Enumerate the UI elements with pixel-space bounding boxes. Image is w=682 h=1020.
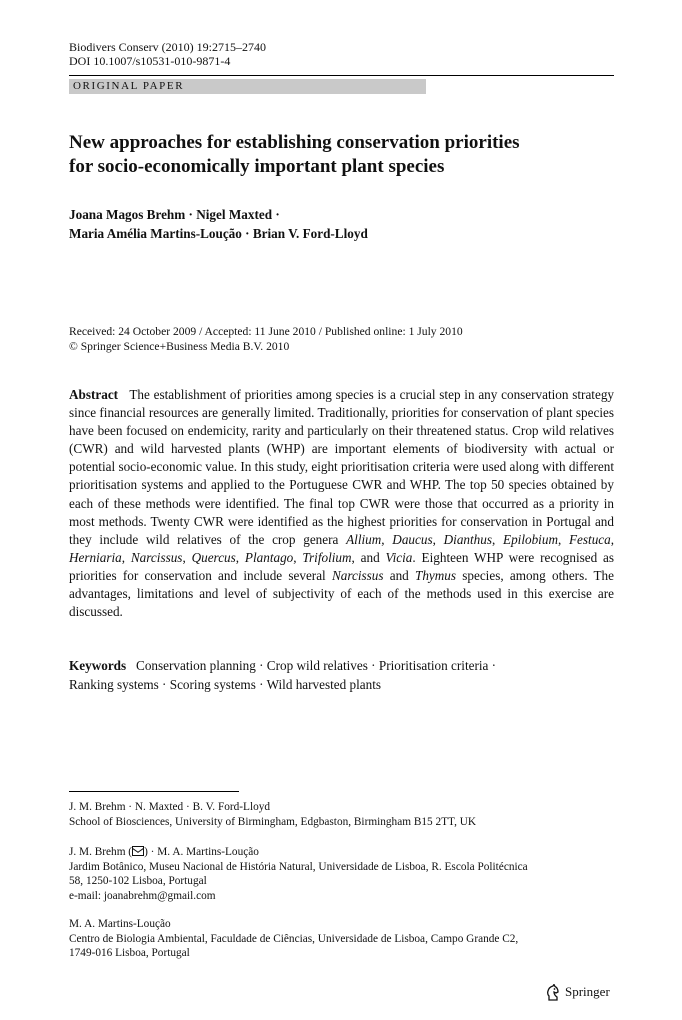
genus-allium: Allium (346, 531, 382, 547)
abstract-label: Abstract (69, 387, 119, 402)
abstract-text-a: The establishment of priorities among species is a crucial step in any conservation strategy since financial resources are generally limited. Traditionally, priorities for conservation of plant species have been focused on endemicity, rarity and particularly on their threatened status. Crop wild relatives (CWR) and wild harvested plants (WHP) are important elements of biodiversity with actual or potential socio-economic value. In this study, eight prioritisation criteria were used along with different prioritisation systems and applied to the Portuguese CWR and WHP. The top 50 species obtained by each of these methods were identified. The final top CWR were those that occurred as a priority in most methods. Twenty CWR were identified as the highest priorities for conservation in Portugal and they include wild relatives of the crop genera (69, 387, 615, 547)
affiliation-address: Jardim Botânico, Museu Nacional de História Natural, Universidade de Lisboa, R. Escola Politécnica (69, 860, 528, 873)
envelope-icon (132, 846, 144, 856)
title-line-1: New approaches for establishing conservation priorities (69, 132, 520, 153)
copyright-line: © Springer Science+Business Media B.V. 2010 (69, 340, 290, 353)
keywords-line-1: Conservation planning · Crop wild relatives · Prioritisation criteria · (136, 658, 497, 673)
title-line-2: for socio-economically important plant species (69, 156, 445, 177)
keywords-label: Keywords (69, 658, 127, 673)
genus-plantago: Plantago (244, 549, 294, 565)
genus-quercus: Quercus (191, 549, 236, 565)
publisher-name: Springer (565, 984, 610, 999)
footnote-rule (69, 791, 239, 792)
authors-line-1: Joana Magos Brehm · Nigel Maxted · (69, 207, 280, 222)
affiliation-2 (69, 845, 614, 903)
affiliation-1 (69, 800, 614, 829)
genus-festuca: Festuca (569, 531, 611, 547)
abstract: Abstract The establishment of priorities among species is a crucial step in any conservation strategy since financial resources are generally limited. Traditionally, priorities for conservation of plant species have been focused on endemicity, rarity and particularly on their threatened status. Crop wild relatives (CWR) and wild harvested plants (WHP) are important elements of biodiversity with actual or potential socio-economic value. In this study, eight prioritisation criteria were used along with different prioritisation systems and applied to the Portuguese CWR and WHP. The top 50 species obtained by each of these methods were identified. The final top CWR were those that occurred as a priority in most methods. Twenty CWR were identified as the highest priorities for conservation in Portugal and they include wild relatives of the crop genera Allium, Daucus, Dianthus, Epilobium, Festuca, Herniaria, Narcissus, Quercus, Plantago, Trifolium, and Vicia. Eighteen WHP were recognised as priorities for conservation and include several Narcissus and Thymus species, among others. The advantages, limitations and level of subjectivity of each of the methods used in this exercise are discussed. (69, 387, 615, 620)
abstract-text-c: species, among others. The advantages, limitations and level of subjectivity of each of the methods used in this exercise are discussed. (69, 567, 614, 620)
genus-herniaria: Herniaria (69, 549, 122, 565)
affiliation-email: e-mail: joanabrehm@gmail.com (69, 889, 216, 902)
genus-trifolium: Trifolium (302, 549, 352, 565)
species-narcissus: Narcissus (331, 567, 384, 583)
abstract-text-b: . Eighteen WHP were recognised as priorities for conservation and include several (69, 549, 615, 583)
authors-line-2: Maria Amélia Martins-Loução · Brian V. Ford-Lloyd (69, 226, 368, 241)
journal-citation: Biodivers Conserv (2010) 19:2715–2740 (69, 40, 266, 54)
abstract-and: and (383, 567, 415, 583)
affiliation-address: 1749-016 Lisboa, Portugal (69, 947, 190, 959)
affiliation-3 (69, 917, 614, 961)
genus-vicia: Vicia (385, 549, 413, 565)
affiliation-names: M. A. Martins-Loução (69, 918, 171, 930)
keywords-line-2: Ranking systems · Scoring systems · Wild harvested plants (69, 676, 382, 692)
species-thymus: Thymus (414, 567, 457, 583)
paper-title (69, 131, 614, 179)
article-type-label: ORIGINAL PAPER (73, 80, 185, 92)
article-type-banner (69, 79, 426, 94)
journal-doi: DOI 10.1007/s10531-010-9871-4 (69, 54, 231, 68)
affiliation-names-pre: J. M. Brehm ( (69, 846, 133, 858)
genus-dianthus: Dianthus (443, 531, 492, 547)
keywords (69, 657, 614, 694)
genus-epilobium: Epilobium (503, 531, 558, 547)
journal-header (69, 40, 266, 68)
author-list (69, 205, 614, 243)
publisher-logo (545, 983, 610, 1001)
affiliation-address: 58, 1250-102 Lisboa, Portugal (69, 875, 207, 887)
affiliation-names (69, 845, 614, 860)
publication-history (69, 324, 614, 354)
affiliation-names-post: ) · M. A. Martins-Loução (144, 846, 259, 858)
genus-narcissus: Narcissus (130, 549, 183, 565)
dates-line: Received: 24 October 2009 / Accepted: 11 June 2010 / Published online: 1 July 2010 (69, 325, 463, 338)
genus-daucus: Daucus (392, 531, 433, 547)
header-rule (69, 75, 614, 76)
affiliation-address: Centro de Biologia Ambiental, Faculdade de Ciências, Universidade de Lisboa, Campo Grande C2, (69, 932, 519, 945)
springer-knight-icon (545, 984, 561, 1001)
affiliation-names: J. M. Brehm · N. Maxted · B. V. Ford-Lloyd (69, 801, 271, 813)
affiliation-address: School of Biosciences, University of Birmingham, Edgbaston, Birmingham B15 2TT, UK (69, 815, 477, 828)
